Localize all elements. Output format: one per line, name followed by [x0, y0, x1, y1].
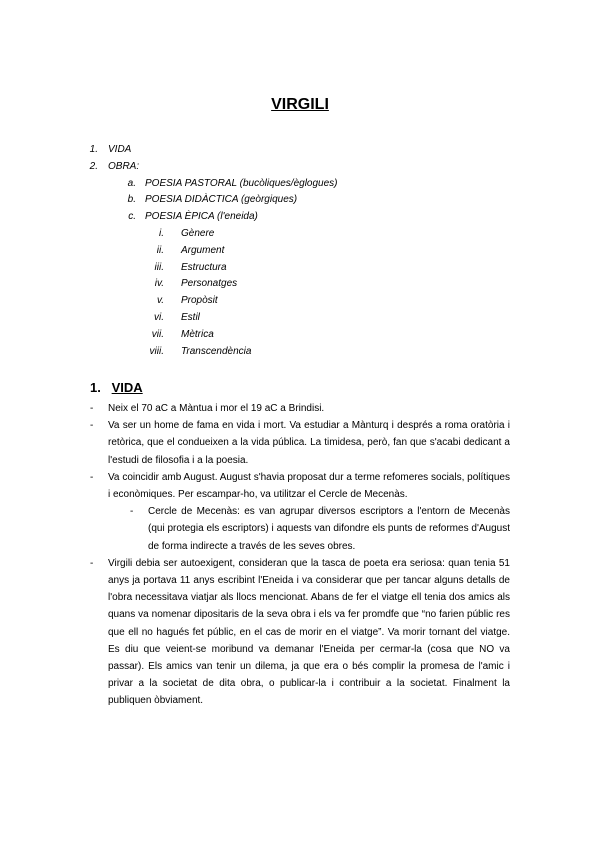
toc-text: POESIA PASTORAL (bucòliques/èglogues)	[145, 177, 338, 189]
toc-item	[0, 226, 600, 243]
bullet-text: Cercle de Mecenàs: es van agrupar diversos escriptors a l'entorn de Mecenàs (qui protegia els escriptors) i aquests van difondre els punts de reformes d'August de forma indirecte a través de les seves obres.	[148, 506, 510, 552]
toc-number: a.	[127, 177, 136, 189]
toc-number: 1.	[89, 144, 98, 155]
section-heading	[90, 380, 143, 395]
toc-item	[0, 192, 600, 209]
section-title: VIDA	[111, 380, 143, 395]
toc-text: Personatges	[181, 278, 238, 290]
toc-number: i.	[159, 227, 164, 239]
toc-text: Estructura	[181, 261, 227, 273]
bullet-text: Virgili debia ser autoexigent, consideran que la tasca de poeta era seriosa: quan tenia 51 anys ja portava 11 anys escribint l'Eneida i va considerar que per tancar alguns detalls de l'obra necessitava viatjar als llocs mencionat. Abans de fer el viatge ell tenia dos amics als quans va nomenar dipositaris de la seva obra i els va fer promdfe que “no farien públic res que ell no hagués fet públic, en el cas de morir en el viatge”. Va morir tornant del viatge. Es diu que veient-se moribund va demanar l'Eneida per cermar-la (cosa que NO va passar). Els amics van tenir un dilema, ja que era o bés complir la promesa de l'amic i privar a la societat de dita obra, o publicar-la i contribuir a la societat. Finalment la publiquen òbviament.	[108, 557, 510, 707]
bullet-text: Va coincidir amb August. August s'havia proposat dur a terme refomeres socials, polítiques i econòmiques. Per escampar-ho, va utilitzar el Cercle de Mecenàs.	[108, 471, 510, 501]
toc-text: Argument	[181, 244, 225, 256]
toc-text: OBRA:	[108, 160, 140, 172]
bullet-text: Neix el 70 aC a Màntua i mor el 19 aC a Brindisi.	[108, 403, 325, 414]
toc-item	[0, 276, 600, 293]
toc-item	[0, 260, 600, 277]
bullet-dash: -	[130, 506, 134, 518]
table-of-contents	[0, 142, 600, 360]
toc-text: VIDA	[108, 144, 132, 155]
toc-number: iii.	[154, 261, 164, 273]
toc-text: Estil	[181, 311, 200, 323]
sub-bullet-item	[90, 503, 510, 555]
bullet-dash: -	[90, 403, 94, 414]
toc-item	[0, 159, 600, 176]
bullet-item	[90, 417, 510, 469]
toc-number: 2.	[89, 160, 98, 172]
toc-item	[0, 176, 600, 193]
toc-text: Transcendència	[181, 345, 252, 357]
toc-text: Mètrica	[181, 328, 214, 340]
toc-item	[0, 327, 600, 344]
toc-number: ii.	[156, 244, 164, 256]
toc-number: viii.	[149, 345, 164, 357]
toc-text: Gènere	[181, 227, 215, 239]
section-body	[90, 400, 510, 710]
toc-number: vii.	[151, 328, 164, 340]
toc-number: v.	[156, 295, 164, 307]
bullet-item	[90, 469, 510, 503]
bullet-dash: -	[90, 557, 94, 569]
bullet-item	[90, 555, 510, 710]
bullet-item	[90, 400, 510, 417]
toc-number: c.	[128, 211, 136, 223]
toc-text: Propòsit	[181, 295, 218, 307]
toc-number: iv.	[154, 278, 164, 290]
document-title: VIRGILI	[271, 96, 329, 113]
bullet-dash: -	[90, 471, 94, 483]
toc-number: b.	[127, 194, 136, 206]
toc-item	[0, 310, 600, 327]
toc-number: vi.	[154, 311, 164, 323]
toc-item	[0, 344, 600, 361]
bullet-text: Va ser un home de fama en vida i mort. Va estudiar a Mànturq i després a roma oratòria i retòrica, que el condueixen a la vida pública. La timidesa, però, fan que s'acabi dedicant a l'estudi de filosofia i a la poesia.	[108, 420, 510, 466]
toc-item	[0, 142, 600, 159]
toc-text: POESIA DIDÀCTICA (geòrgiques)	[145, 194, 298, 206]
bullet-dash: -	[90, 420, 94, 432]
section-number: 1.	[90, 380, 101, 395]
toc-item	[0, 209, 600, 226]
toc-text: POESIA ÈPICA (l'eneida)	[145, 211, 258, 223]
toc-item	[0, 243, 600, 260]
toc-item	[0, 293, 600, 310]
